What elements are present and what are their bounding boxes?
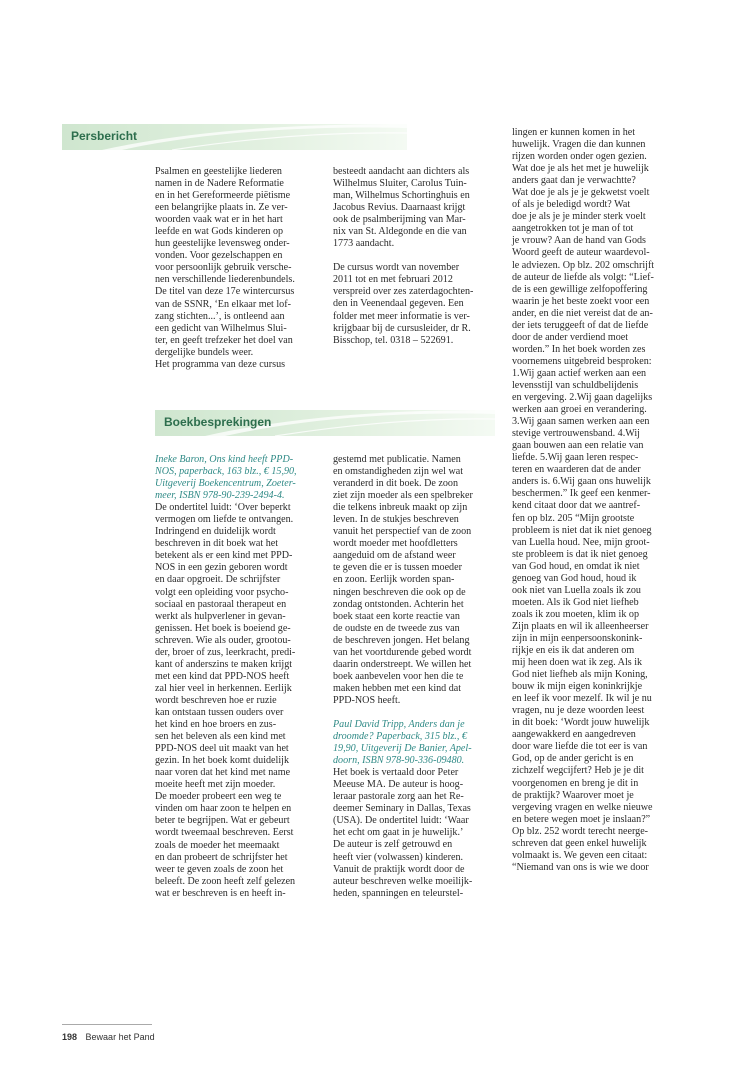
text-line: wat er beschreven is en heeft in-	[155, 887, 286, 899]
text-line: Zijn plaats en wil ik alleenheerser	[512, 620, 649, 632]
text-line: hun geestelijke levensweg onder-	[155, 238, 290, 250]
text-line: worden.” In het boek worden zes	[512, 343, 646, 355]
press-column-2	[333, 166, 503, 347]
press-release-header-band	[62, 124, 407, 150]
text-line: 1.Wij gaan actief werken aan een	[512, 367, 647, 379]
text-line: voor persoonlijk gebruik versche-	[155, 262, 292, 274]
text-line: van het voortdurende gebed wordt	[333, 646, 472, 658]
text-line: De ondertitel luidt: ‘Over beperkt	[155, 502, 291, 514]
page-number: 198	[62, 1032, 78, 1042]
text-line: genissen. Het boek is boeiend ge-	[155, 622, 291, 634]
text-line: 1773 aandacht.	[333, 238, 395, 250]
text-line: beschreven in dit boek wat het	[155, 538, 279, 550]
reviews-column-1	[155, 454, 325, 900]
text-line: auteur beschreven welke moeilijk-	[333, 875, 473, 887]
text-line: bouw ik mijn eigen koninkrijkje	[512, 681, 643, 693]
text-line: besteedt aandacht aan dichters als	[333, 166, 470, 177]
text-line: verspreid over zes zaterdagochten-	[333, 286, 474, 298]
text-line: doe je als je je minder sterk voelt	[512, 211, 646, 223]
book-reference-line: meer, ISBN 978-90-239-2494-4.	[155, 490, 285, 502]
text-line: ningen beschreven die ook op de	[333, 586, 466, 598]
text-line: den in Veenendaal gegeven. Een	[333, 298, 464, 310]
text-line: vermogen om liefde te ontvangen.	[155, 514, 294, 526]
section-title-boekbesprekingen: Boekbesprekingen	[164, 415, 272, 429]
text-line: rijkje en eis ik dat anderen om	[512, 645, 635, 657]
text-line: kant of anderszins te maken krijgt	[155, 658, 293, 670]
text-line: door ware liefde die tot eer is van	[512, 741, 648, 753]
text-line: teren en waarderen dat de ander	[512, 464, 641, 476]
text-line: het kind en hoe broers en zus-	[155, 719, 277, 731]
text-line: Meeuse MA. De auteur is hoog-	[333, 779, 464, 791]
text-line: Op blz. 252 wordt terecht neerge-	[512, 825, 649, 837]
text-line: probleem is niet dat ik niet genoeg	[512, 524, 652, 536]
text-line: door de ander verdiend moet	[512, 331, 629, 343]
text-line: volgt een opleiding voor psycho-	[155, 586, 289, 598]
text-line: Indringend en duidelijk wordt	[155, 526, 276, 538]
text-line: Het boek is vertaald door Peter	[333, 767, 459, 779]
text-line: en omstandigheden zijn wel wat	[333, 466, 464, 478]
text-line: zoals ik zou moeten, klim ik op	[512, 608, 639, 620]
text-line: fen op blz. 205 “Mijn grootste	[512, 512, 635, 524]
text-line: (USA). De ondertitel luidt: ‘Waar	[333, 815, 469, 827]
text-line: Wat doe je als je je gekwetst voelt	[512, 187, 650, 199]
text-line: Bisschop, tel. 0318 – 522691.	[333, 334, 454, 346]
text-line: dergelijke bundels weer.	[155, 346, 254, 358]
book-reference-line: 19,90, Uitgeverij De Banier, Apel-	[333, 743, 472, 755]
text-line: 3.Wij gaan samen werken aan een	[512, 416, 650, 428]
text-line: De titel van deze 17e wintercursus	[155, 286, 295, 298]
book-reviews-header-band	[155, 410, 495, 436]
page-footer	[62, 1032, 155, 1042]
text-line: De moeder probeert een weg te	[155, 791, 282, 803]
text-line: een belangrijke plaats in. Ze ver-	[155, 202, 288, 214]
text-line: waarin je het beste zoekt voor een	[512, 295, 650, 307]
press-column-1	[155, 166, 323, 371]
paragraph-gap	[333, 707, 503, 719]
text-line: De cursus wordt van november	[333, 262, 460, 274]
continued-review-column	[512, 127, 692, 874]
book-reference-line: Ineke Baron, Ons kind heeft PPD-	[155, 454, 294, 465]
book-reference-line: doorn, ISBN 978-90-336-09480.	[333, 755, 465, 767]
text-line: de oudste en de tweede zus van	[333, 622, 460, 634]
text-line: zichzelf wegcijfert? Heb je je dit	[512, 765, 644, 777]
text-line: moeten. Als ik God niet liefheb	[512, 596, 639, 608]
text-line: 2011 tot en met februari 2012	[333, 274, 453, 286]
text-line: leven. In de stukjes beschreven	[333, 514, 459, 526]
text-line: Vanuit de praktijk wordt door de	[333, 863, 465, 875]
text-line: Wat doe je als het met je huwelijk	[512, 163, 649, 175]
text-line: levensstijl van schuldbelijdenis	[512, 379, 639, 391]
text-line: voorgenomen en breng je dit in	[512, 777, 639, 789]
text-line: nen verschillende liederenbundels.	[155, 274, 295, 286]
text-line: van Luella houd. Nee, mijn groot-	[512, 536, 650, 548]
text-line: en dan probeert de schrijfster het	[155, 851, 288, 863]
text-line: huwelijk. Vragen die dan kunnen	[512, 139, 646, 151]
text-line: maken hebben met een kind dat	[333, 682, 462, 694]
book-reference-line: Uitgeverij Boekencentrum, Zoeter-	[155, 478, 296, 490]
text-line: man, Wilhelmus Schortinghuis en	[333, 190, 470, 202]
text-line: boek aanbevelen voor hen die te	[333, 670, 464, 682]
text-line: namen in de Nadere Reformatie	[155, 178, 284, 190]
text-line: schreven dat geen enkel huwelijk	[512, 837, 647, 849]
text-line: anders is. 6.Wij gaan ons huwelijk	[512, 476, 651, 488]
text-line: genoeg van God houd, houd ik	[512, 572, 637, 584]
text-line: en zoon. Eerlijk worden span-	[333, 574, 455, 586]
text-line: vragen, nu je deze woorden leest	[512, 705, 645, 717]
text-line: Psalmen en geestelijke liederen	[155, 166, 282, 177]
text-line: naar voren dat het kind met name	[155, 767, 291, 779]
text-line: PPD-NOS heeft.	[333, 694, 401, 706]
text-line: kan ontstaan tussen ouders over	[155, 706, 284, 718]
text-line: ter, en geeft trefzeker het doel van	[155, 334, 293, 346]
text-line: NOS in een gezin geboren wordt	[155, 562, 288, 574]
text-line: God niet liefheb als mijn Koning,	[512, 669, 648, 681]
text-line: heeft vier (volwassen) kinderen.	[333, 851, 464, 863]
text-line: ste probleem is dat ik niet genoeg	[512, 548, 648, 560]
text-line: deemer Seminary in Dallas, Texas	[333, 803, 471, 815]
text-line: De auteur is zelf getrouwd en	[333, 839, 453, 851]
text-line: leraar pastorale zorg aan het Re-	[333, 791, 464, 803]
text-line: Woord geeft de auteur waardevol-	[512, 247, 650, 259]
text-line: gezin. In het boek komt duidelijk	[155, 755, 289, 767]
text-line: te geven die er is tussen moeder	[333, 562, 462, 574]
text-line: gaan bouwen aan een relatie van	[512, 440, 644, 452]
text-line: ander, en die niet vereist dat de an-	[512, 307, 653, 319]
text-line: wordt moeder met hoofdletters	[333, 538, 458, 550]
text-line: boek staat een korte reactie van	[333, 610, 460, 622]
text-line: le adviezen. Op blz. 202 omschrijft	[512, 259, 655, 271]
text-line: de is een gewillige zelfopoffering	[512, 283, 648, 295]
text-line: aangetrokken tot je man of tot	[512, 223, 634, 235]
text-line: weer te geven zoals de zoon het	[155, 863, 284, 875]
text-line: vinden om haar zoon te helpen en	[155, 803, 292, 815]
text-line: de praktijk? Waarover moet je	[512, 789, 634, 801]
text-line: volmaakt is. We geven een citaat:	[512, 849, 648, 861]
text-line: aangeduid om de afstand weer	[333, 550, 456, 562]
text-line: wordt tweemaal beschreven. Eerst	[155, 827, 294, 839]
text-line: aangewakkerd en aangedreven	[512, 729, 636, 741]
text-line: folder met meer informatie is ver-	[333, 310, 470, 322]
text-line: werkt als hulpverlener in gevan-	[155, 610, 286, 622]
text-line: en in het Gereformeerde piëtisme	[155, 190, 291, 202]
text-line: gestemd met publicatie. Namen	[333, 454, 461, 465]
section-title-persbericht: Persbericht	[71, 129, 138, 143]
text-line: de auteur de liefde als volgt: “Lief-	[512, 271, 654, 283]
text-line: een gedicht van Wilhelmus Slui-	[155, 322, 287, 334]
text-line: en betere wegen moet je inslaan?”	[512, 813, 651, 825]
text-line: vonden. Voor gezelschappen en	[155, 250, 283, 262]
text-line: en leef ik voor mezelf. Ik wil je nu	[512, 693, 652, 705]
text-line: Jacobus Revius. Daarnaast krijgt	[333, 202, 466, 214]
text-line: zal hier veel in herkennen. Eerlijk	[155, 682, 292, 694]
text-line: werken aan groei en verandering.	[512, 404, 647, 416]
text-line: ziet zijn moeder als een spelbreker	[333, 490, 473, 502]
text-line: kend citaat door dat we aantref-	[512, 500, 641, 512]
text-line: wordt beschreven hoe er ruzie	[155, 694, 277, 706]
text-line: Wilhelmus Sluiter, Carolus Tuin-	[333, 178, 467, 190]
book-reference-line: Paul David Tripp, Anders dan je	[333, 718, 465, 730]
text-line: je vrouw? Aan de hand van Gods	[512, 235, 646, 247]
text-line: of als je beledigd wordt? Wat	[512, 199, 631, 211]
text-line: beleeft. De zoon heeft zelf gelezen	[155, 875, 296, 887]
text-line: mij heen doen wat ik zeg. Als ik	[512, 657, 643, 669]
text-line: daarin onderstreept. We willen het	[333, 658, 472, 670]
text-line: het echt om gaat in je huwelijk.’	[333, 827, 464, 839]
text-line: krijgbaar bij de cursusleider, dr R.	[333, 322, 471, 334]
reviews-column-2	[333, 454, 503, 900]
text-line: heden, spanningen en teleurstel-	[333, 887, 464, 899]
text-line: in dit boek: ‘Wordt jouw huwelijk	[512, 717, 650, 729]
text-line: PPD-NOS deel uit maakt van het	[155, 743, 289, 755]
book-reference-line: NOS, paperback, 163 blz., € 15,90,	[155, 466, 297, 478]
text-line: ook niet van Luella zoals ik zou	[512, 584, 641, 596]
text-line: en vergeving. 2.Wij gaan dagelijks	[512, 392, 653, 404]
text-line: der iets teruggeeft of dat de liefde	[512, 319, 649, 331]
text-line: lingen er kunnen komen in het	[512, 127, 636, 138]
text-line: leefde en wat Gods kinderen op	[155, 226, 284, 238]
text-line: God, op de ander gericht is en	[512, 753, 634, 765]
text-line: nix van St. Aldegonde en die van	[333, 226, 467, 238]
text-line: en daar opgroeit. De schrijfster	[155, 574, 281, 586]
magazine-name: Bewaar het Pand	[85, 1032, 155, 1042]
text-line: rijzen worden onder ogen gezien.	[512, 151, 647, 163]
paragraph-gap	[333, 250, 503, 262]
text-line: zoals de moeder het meemaakt	[155, 839, 280, 851]
text-line: betekent als er een kind met PPD-	[155, 550, 293, 562]
book-reference-line: droomde? Paperback, 315 blz., €	[333, 731, 467, 743]
text-line: Het programma van deze cursus	[155, 358, 286, 370]
text-line: beter te begrijpen. Wat er gebeurt	[155, 815, 290, 827]
text-line: stevige vertrouwensband. 4.Wij	[512, 428, 640, 440]
text-line: sen het beleven als een kind met	[155, 731, 286, 743]
text-line: zijn in mijn eenpersoonskonink-	[512, 632, 643, 644]
text-line: moeite heeft met zijn moeder.	[155, 779, 276, 791]
footer-divider	[62, 1024, 152, 1025]
text-line: van de SSNR, ‘En elkaar met lof-	[155, 298, 291, 310]
text-line: zondag ontstonden. Achterin het	[333, 598, 464, 610]
text-line: veranderd in dit boek. De zoon	[333, 478, 459, 490]
text-line: met een kind dat PPD-NOS heeft	[155, 670, 290, 682]
text-line: beschermen.” Ik geef een kenmer-	[512, 488, 651, 500]
text-line: voornemens uitgebreid besproken:	[512, 355, 652, 367]
text-line: sociaal en pastoraal therapeut en	[155, 598, 287, 610]
text-line: schreven. Wie als ouder, grootou-	[155, 634, 291, 646]
text-line: van God houd, en omdat ik niet	[512, 560, 640, 572]
text-line: vergeving vragen en welke nieuwe	[512, 801, 653, 813]
text-line: ook de psalmberijming van Mar-	[333, 214, 466, 226]
text-line: zang stichten...’, is ontleend aan	[155, 310, 285, 322]
text-line: die telkens inbreuk maakt op zijn	[333, 502, 468, 514]
text-line: der, broer of zus, leerkracht, predi-	[155, 646, 296, 658]
text-line: anders gaat dan je verwachtte?	[512, 175, 636, 187]
text-line: woorden vaak wat er in het hart	[155, 214, 283, 226]
text-line: liefde. 5.Wij gaan leren respec-	[512, 452, 639, 464]
text-line: de beschreven jongen. Het belang	[333, 634, 470, 646]
text-line: “Niemand van ons is wie we door	[512, 861, 649, 873]
text-line: vanuit het perspectief van de zoon	[333, 526, 472, 538]
